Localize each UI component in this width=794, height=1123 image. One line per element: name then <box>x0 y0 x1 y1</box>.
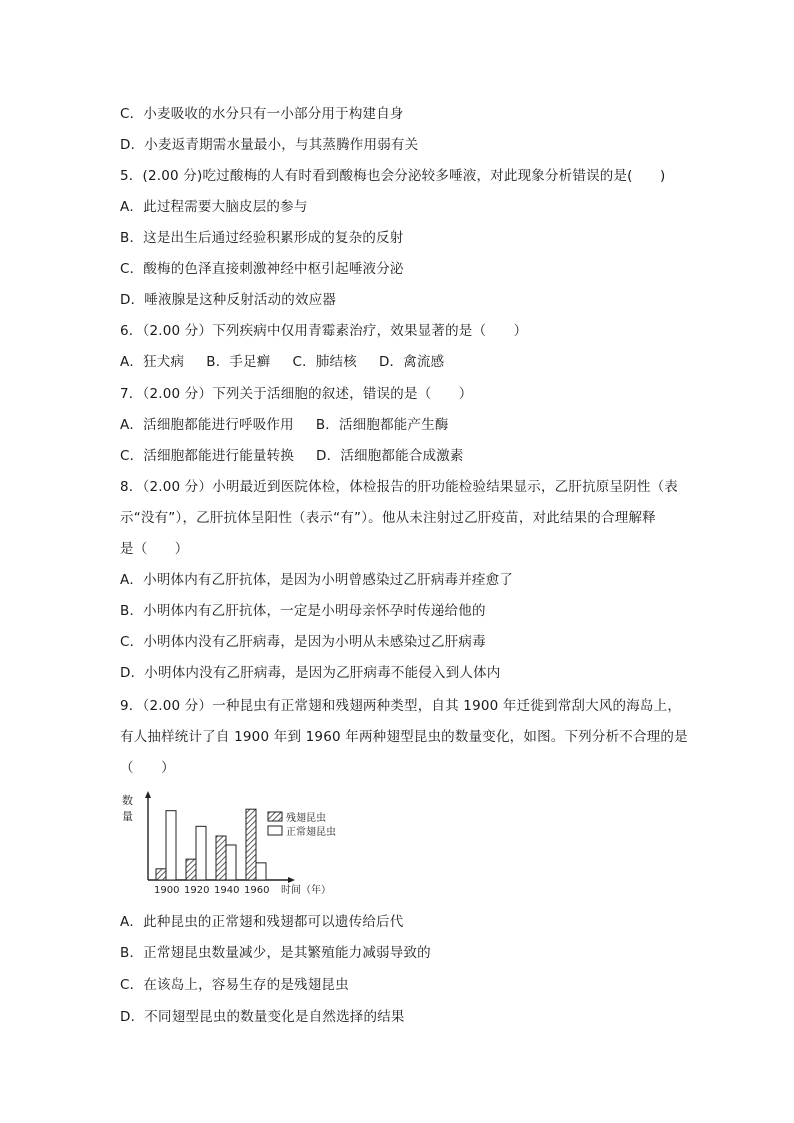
q8-option-a: A．小明体内有乙肝抗体，是因为小明曾感染过乙肝病毒并痊愈了 <box>120 572 514 588</box>
q4-option-d: D．小麦返青期需水量最小，与其蒸腾作用弱有关 <box>120 137 419 153</box>
q7-option-c: C．活细胞都能进行能量转换 <box>120 448 295 464</box>
q7-option-a: A．活细胞都能进行呼吸作用 <box>120 417 294 433</box>
q5-option-b: B．这是出生后通过经验积累形成的复杂的反射 <box>120 230 404 246</box>
q9-stem-line1: 9．（2.00 分）一种昆虫有正常翅和残翅两种类型，自其 1900 年迁徙到常刮大风的海岛上， <box>120 698 682 714</box>
q9-option-c: C．在该岛上，容易生存的是残翅昆虫 <box>120 977 349 993</box>
q9-option-d: D．不同翅型昆虫的数量变化是自然选择的结果 <box>120 1009 405 1025</box>
y-axis-label-char: 量 <box>122 810 133 823</box>
legend-swatch <box>268 812 282 821</box>
q7-options-row2 <box>120 446 464 466</box>
q7-options-row1 <box>120 415 449 435</box>
q6-options <box>120 352 444 372</box>
bar <box>246 809 256 880</box>
q6-option-d: D．禽流感 <box>378 354 445 370</box>
legend-label: 残翅昆虫 <box>286 813 326 824</box>
bar <box>256 863 266 880</box>
q8-option-c: C．小明体内没有乙肝病毒，是因为小明从未感染过乙肝病毒 <box>120 634 486 650</box>
x-tick-label: 1960 <box>244 885 270 896</box>
q7-option-d: D．活细胞都能合成激素 <box>316 448 464 464</box>
q8-stem-line3: 是（ ） <box>120 541 189 557</box>
q6-option-c: C．肺结核 <box>292 354 357 370</box>
q6-option-a: A．狂犬病 <box>120 354 185 370</box>
x-axis-arrow <box>288 877 295 883</box>
bar <box>196 826 206 880</box>
q5-option-a: A．此过程需要大脑皮层的参与 <box>120 199 308 215</box>
q9-stem-line2: 有人抽样统计了自 1900 年到 1960 年两种翅型昆虫的数量变化，如图。下列分析不合理的是 <box>120 729 688 745</box>
q5-stem: 5．(2.00 分)吃过酸梅的人有时看到酸梅也会分泌较多唾液，对此现象分析错误的是( ) <box>120 168 666 184</box>
q6-stem: 6．（2.00 分）下列疾病中仅用青霉素治疗，效果显著的是（ ） <box>120 323 528 339</box>
x-tick-label: 1900 <box>154 885 180 896</box>
q4-option-c: C．小麦吸收的水分只有一小部分用于构建自身 <box>120 106 404 122</box>
q9-option-a: A．此种昆虫的正常翅和残翅都可以遗传给后代 <box>120 914 404 930</box>
x-tick-label: 1940 <box>214 885 240 896</box>
bar-chart <box>118 788 368 900</box>
q8-option-b: B．小明体内有乙肝抗体，一定是小明母亲怀孕时传递给他的 <box>120 603 486 619</box>
bar <box>226 845 236 880</box>
q7-stem: 7．（2.00 分）下列关于活细胞的叙述，错误的是（ ） <box>120 386 473 402</box>
q9-option-b: B．正常翅昆虫数量减少，是其繁殖能力减弱导致的 <box>120 945 431 961</box>
q5-option-c: C．酸梅的色泽直接刺激神经中枢引起唾液分泌 <box>120 261 404 277</box>
legend-label: 正常翅昆虫 <box>286 827 336 838</box>
q9-stem-line3: （ ） <box>120 760 175 776</box>
y-axis-arrow <box>145 791 151 798</box>
q8-option-d: D．小明体内没有乙肝病毒，是因为乙肝病毒不能侵入到人体内 <box>120 665 501 681</box>
bar <box>216 836 226 880</box>
q8-stem-line2: 示“没有”），乙肝抗体呈阳性（表示“有”）。他从未注射过乙肝疫苗，对此结果的合理解释 <box>120 510 656 526</box>
bar <box>156 869 166 880</box>
y-axis-label-char: 数 <box>122 794 133 807</box>
bar <box>186 859 196 880</box>
legend-swatch <box>268 826 282 835</box>
q6-option-b: B．手足癣 <box>206 354 271 370</box>
q5-option-d: D．唾液腺是这种反射活动的效应器 <box>120 292 337 308</box>
x-tick-label: 1920 <box>184 885 210 896</box>
q7-option-b: B．活细胞都能产生酶 <box>315 417 449 433</box>
bar <box>166 811 176 880</box>
q8-stem-line1: 8．（2.00 分）小明最近到医院体检，体检报告的肝功能检验结果显示，乙肝抗原呈阴性（表 <box>120 479 678 495</box>
x-axis-label: 时间（年） <box>281 885 331 896</box>
